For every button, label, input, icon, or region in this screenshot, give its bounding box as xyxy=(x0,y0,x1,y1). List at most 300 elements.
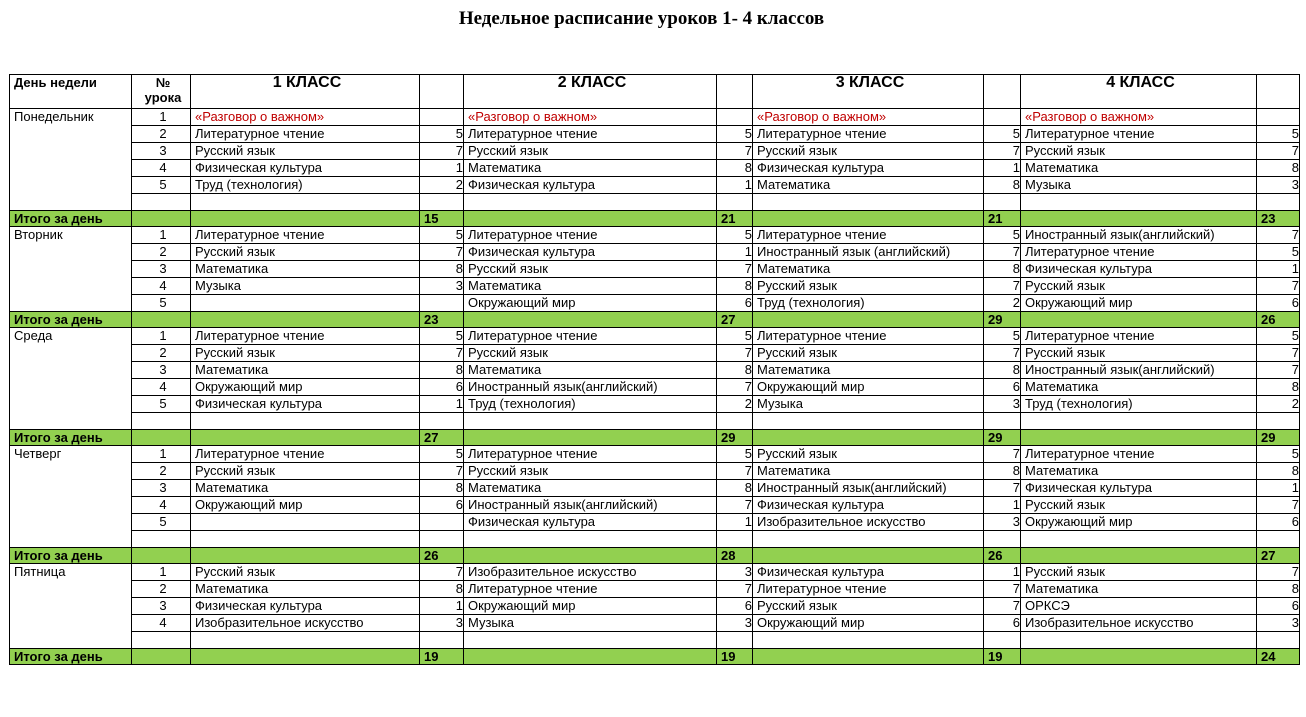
daily-total-row xyxy=(10,548,1300,564)
daily-total-value: 19 xyxy=(420,649,464,665)
hours-cell: 1 xyxy=(717,244,753,261)
subject-cell: Литературное чтение xyxy=(753,328,984,345)
subject-cell: Литературное чтение xyxy=(753,227,984,244)
subject-cell xyxy=(191,295,420,312)
lesson-row xyxy=(10,531,1300,548)
subject-cell xyxy=(753,413,984,430)
daily-total-spacer xyxy=(753,312,984,328)
hours-cell: 1 xyxy=(420,160,464,177)
daily-total-spacer xyxy=(753,430,984,446)
hours-cell: 7 xyxy=(717,143,753,160)
subject-cell: Иностранный язык(английский) xyxy=(1021,362,1257,379)
daily-total-spacer xyxy=(191,649,420,665)
hours-cell: 8 xyxy=(984,463,1021,480)
hours-cell: 1 xyxy=(717,177,753,194)
subject-cell: «Разговор о важном» xyxy=(464,109,717,126)
daily-total-spacer xyxy=(132,312,191,328)
class-3-hours-header xyxy=(984,75,1021,109)
lesson-number: 5 xyxy=(132,177,191,194)
daily-total-row xyxy=(10,649,1300,665)
hours-cell xyxy=(420,514,464,531)
daily-total-spacer xyxy=(191,211,420,227)
subject-cell: Изобразительное искусство xyxy=(753,514,984,531)
hours-cell: 8 xyxy=(717,278,753,295)
lesson-number: 1 xyxy=(132,564,191,581)
lesson-number xyxy=(132,531,191,548)
subject-cell: Математика xyxy=(191,362,420,379)
daily-total-spacer xyxy=(191,312,420,328)
hours-cell: 3 xyxy=(1257,615,1300,632)
hours-cell xyxy=(420,531,464,548)
hours-cell: 8 xyxy=(420,480,464,497)
subject-cell: Математика xyxy=(1021,463,1257,480)
lesson-row xyxy=(10,227,1300,244)
subject-cell: Окружающий мир xyxy=(753,379,984,396)
subject-cell: Русский язык xyxy=(753,446,984,463)
subject-cell: Музыка xyxy=(191,278,420,295)
lesson-row xyxy=(10,244,1300,261)
subject-cell: Физическая культура xyxy=(1021,480,1257,497)
hours-cell xyxy=(717,109,753,126)
subject-cell: Литературное чтение xyxy=(464,581,717,598)
hours-cell xyxy=(717,194,753,211)
daily-total-value: 26 xyxy=(984,548,1021,564)
hours-cell: 7 xyxy=(717,463,753,480)
hours-cell: 5 xyxy=(717,446,753,463)
hours-cell: 3 xyxy=(420,615,464,632)
subject-cell: Физическая культура xyxy=(191,598,420,615)
class-1-header: 1 КЛАСС xyxy=(191,75,420,109)
subject-cell: Русский язык xyxy=(753,598,984,615)
subject-cell: Музыка xyxy=(464,615,717,632)
subject-cell: «Разговор о важном» xyxy=(191,109,420,126)
lesson-row xyxy=(10,598,1300,615)
daily-total-spacer xyxy=(753,649,984,665)
lesson-row xyxy=(10,177,1300,194)
subject-cell: Литературное чтение xyxy=(191,126,420,143)
day-name: Пятница xyxy=(10,564,132,649)
lesson-row xyxy=(10,295,1300,312)
subject-cell: Окружающий мир xyxy=(753,615,984,632)
lesson-row xyxy=(10,362,1300,379)
subject-cell: Изобразительное искусство xyxy=(464,564,717,581)
subject-cell xyxy=(191,531,420,548)
hours-cell: 7 xyxy=(1257,564,1300,581)
lesson-row xyxy=(10,109,1300,126)
hours-cell: 8 xyxy=(717,160,753,177)
subject-cell: Математика xyxy=(753,463,984,480)
hours-cell: 7 xyxy=(420,345,464,362)
lesson-number: 4 xyxy=(132,278,191,295)
subject-cell: Иностранный язык(английский) xyxy=(753,480,984,497)
daily-total-value: 29 xyxy=(984,312,1021,328)
subject-cell: «Разговор о важном» xyxy=(1021,109,1257,126)
subject-cell: Русский язык xyxy=(753,143,984,160)
lesson-row xyxy=(10,345,1300,362)
subject-cell: Математика xyxy=(464,278,717,295)
lesson-row xyxy=(10,143,1300,160)
hours-cell xyxy=(420,295,464,312)
subject-cell: Русский язык xyxy=(753,278,984,295)
lesson-row xyxy=(10,413,1300,430)
subject-cell: «Разговор о важном» xyxy=(753,109,984,126)
lesson-number: 1 xyxy=(132,227,191,244)
lesson-row xyxy=(10,615,1300,632)
day-name: Четверг xyxy=(10,446,132,548)
hours-cell: 7 xyxy=(984,598,1021,615)
daily-total-value: 21 xyxy=(984,211,1021,227)
subject-cell: Окружающий мир xyxy=(191,379,420,396)
subject-cell: Математика xyxy=(191,581,420,598)
subject-cell: Русский язык xyxy=(464,261,717,278)
lesson-number: 2 xyxy=(132,345,191,362)
lesson-number: 4 xyxy=(132,160,191,177)
lesson-number xyxy=(132,632,191,649)
hours-cell: 8 xyxy=(717,480,753,497)
class-1-hours-header xyxy=(420,75,464,109)
hours-cell xyxy=(420,632,464,649)
subject-cell: Физическая культура xyxy=(191,160,420,177)
hours-cell: 5 xyxy=(1257,446,1300,463)
daily-total-value: 24 xyxy=(1257,649,1300,665)
hours-cell: 7 xyxy=(717,497,753,514)
hours-cell: 7 xyxy=(984,345,1021,362)
hours-cell: 1 xyxy=(984,564,1021,581)
hours-cell xyxy=(1257,194,1300,211)
hours-cell: 5 xyxy=(717,328,753,345)
daily-total-spacer xyxy=(464,548,717,564)
hours-cell: 5 xyxy=(717,227,753,244)
hours-cell: 6 xyxy=(717,598,753,615)
hours-cell xyxy=(717,413,753,430)
lesson-number: 3 xyxy=(132,598,191,615)
hours-cell: 5 xyxy=(420,328,464,345)
subject-cell: Литературное чтение xyxy=(1021,244,1257,261)
subject-cell xyxy=(1021,413,1257,430)
hours-cell xyxy=(984,109,1021,126)
subject-cell: Литературное чтение xyxy=(753,126,984,143)
daily-total-value: 28 xyxy=(717,548,753,564)
lesson-row xyxy=(10,160,1300,177)
subject-cell: Математика xyxy=(1021,379,1257,396)
lesson-row xyxy=(10,497,1300,514)
daily-total-value: 27 xyxy=(420,430,464,446)
subject-cell: Русский язык xyxy=(464,463,717,480)
hours-cell: 6 xyxy=(1257,295,1300,312)
hours-cell: 8 xyxy=(420,261,464,278)
daily-total-value: 23 xyxy=(1257,211,1300,227)
subject-cell: Труд (технология) xyxy=(464,396,717,413)
daily-total-value: 19 xyxy=(717,649,753,665)
daily-total-spacer xyxy=(132,430,191,446)
hours-cell xyxy=(1257,109,1300,126)
lesson-row xyxy=(10,514,1300,531)
lesson-row xyxy=(10,261,1300,278)
hours-cell: 1 xyxy=(984,160,1021,177)
subject-cell: Иностранный язык(английский) xyxy=(1021,227,1257,244)
daily-total-value: 15 xyxy=(420,211,464,227)
hours-cell: 5 xyxy=(717,126,753,143)
lesson-row xyxy=(10,480,1300,497)
daily-total-spacer xyxy=(464,211,717,227)
hours-cell: 8 xyxy=(717,362,753,379)
subject-cell: Изобразительное искусство xyxy=(191,615,420,632)
hours-cell: 6 xyxy=(420,379,464,396)
subject-cell: Физическая культура xyxy=(753,160,984,177)
daily-total-spacer xyxy=(191,430,420,446)
hours-cell xyxy=(984,531,1021,548)
subject-cell: Литературное чтение xyxy=(464,328,717,345)
hours-cell: 1 xyxy=(420,396,464,413)
daily-total-spacer xyxy=(1021,430,1257,446)
subject-cell: Иностранный язык (английский) xyxy=(753,244,984,261)
class-2-hours-header xyxy=(717,75,753,109)
hours-cell: 7 xyxy=(717,581,753,598)
hours-cell: 8 xyxy=(984,362,1021,379)
hours-cell: 8 xyxy=(984,177,1021,194)
hours-cell: 8 xyxy=(420,581,464,598)
lesson-number-header: № урока xyxy=(132,75,191,109)
subject-cell xyxy=(1021,194,1257,211)
subject-cell xyxy=(191,514,420,531)
lesson-number: 1 xyxy=(132,446,191,463)
subject-cell: Физическая культура xyxy=(1021,261,1257,278)
subject-cell: Музыка xyxy=(1021,177,1257,194)
hours-cell: 7 xyxy=(984,480,1021,497)
day-name: Среда xyxy=(10,328,132,430)
hours-cell: 5 xyxy=(984,227,1021,244)
subject-cell xyxy=(753,632,984,649)
hours-cell: 7 xyxy=(984,244,1021,261)
subject-cell: Окружающий мир xyxy=(1021,295,1257,312)
hours-cell xyxy=(717,531,753,548)
hours-cell: 5 xyxy=(420,446,464,463)
lesson-number xyxy=(132,194,191,211)
subject-cell: Физическая культура xyxy=(464,177,717,194)
hours-cell: 7 xyxy=(1257,497,1300,514)
daily-total-value: 29 xyxy=(1257,430,1300,446)
hours-cell: 7 xyxy=(420,564,464,581)
hours-cell: 7 xyxy=(420,463,464,480)
lesson-row xyxy=(10,328,1300,345)
lesson-row xyxy=(10,194,1300,211)
subject-cell xyxy=(1021,632,1257,649)
daily-total-row xyxy=(10,430,1300,446)
lesson-row xyxy=(10,126,1300,143)
subject-cell: Литературное чтение xyxy=(1021,446,1257,463)
hours-cell: 6 xyxy=(1257,598,1300,615)
hours-cell: 2 xyxy=(717,396,753,413)
lesson-row xyxy=(10,379,1300,396)
subject-cell: Русский язык xyxy=(753,345,984,362)
hours-cell xyxy=(420,109,464,126)
hours-cell: 1 xyxy=(717,514,753,531)
subject-cell: Иностранный язык(английский) xyxy=(464,379,717,396)
schedule-table xyxy=(9,74,1300,665)
daily-total-value: 26 xyxy=(420,548,464,564)
hours-cell: 7 xyxy=(984,278,1021,295)
hours-cell: 7 xyxy=(420,143,464,160)
daily-total-spacer xyxy=(1021,312,1257,328)
subject-cell: ОРКСЭ xyxy=(1021,598,1257,615)
subject-cell: Изобразительное искусство xyxy=(1021,615,1257,632)
subject-cell: Литературное чтение xyxy=(464,227,717,244)
subject-cell: Литературное чтение xyxy=(1021,126,1257,143)
daily-total-spacer xyxy=(464,430,717,446)
daily-total-spacer xyxy=(132,548,191,564)
daily-total-spacer xyxy=(132,649,191,665)
hours-cell: 3 xyxy=(420,278,464,295)
daily-total-row xyxy=(10,211,1300,227)
subject-cell: Физическая культура xyxy=(753,564,984,581)
hours-cell: 3 xyxy=(984,396,1021,413)
lesson-number: 5 xyxy=(132,514,191,531)
daily-total-label: Итого за день xyxy=(10,430,132,446)
daily-total-spacer xyxy=(464,312,717,328)
hours-cell: 1 xyxy=(1257,261,1300,278)
subject-cell xyxy=(464,194,717,211)
hours-cell: 5 xyxy=(420,126,464,143)
lesson-number: 1 xyxy=(132,109,191,126)
hours-cell: 7 xyxy=(717,345,753,362)
class-2-header: 2 КЛАСС xyxy=(464,75,717,109)
hours-cell: 5 xyxy=(1257,244,1300,261)
subject-cell xyxy=(191,632,420,649)
hours-cell xyxy=(984,413,1021,430)
hours-cell: 6 xyxy=(984,379,1021,396)
daily-total-spacer xyxy=(1021,211,1257,227)
hours-cell: 3 xyxy=(984,514,1021,531)
hours-cell: 7 xyxy=(984,446,1021,463)
lesson-number: 3 xyxy=(132,143,191,160)
hours-cell xyxy=(717,632,753,649)
subject-cell: Физическая культура xyxy=(464,514,717,531)
hours-cell xyxy=(984,632,1021,649)
subject-cell xyxy=(191,413,420,430)
subject-cell: Литературное чтение xyxy=(191,328,420,345)
subject-cell: Русский язык xyxy=(1021,564,1257,581)
lesson-row xyxy=(10,446,1300,463)
daily-total-value: 26 xyxy=(1257,312,1300,328)
hours-cell: 5 xyxy=(1257,126,1300,143)
daily-total-value: 27 xyxy=(717,312,753,328)
lesson-number: 3 xyxy=(132,362,191,379)
day-name: Понедельник xyxy=(10,109,132,211)
daily-total-label: Итого за день xyxy=(10,312,132,328)
daily-total-label: Итого за день xyxy=(10,548,132,564)
hours-cell: 8 xyxy=(1257,379,1300,396)
lesson-row xyxy=(10,632,1300,649)
hours-cell: 3 xyxy=(1257,177,1300,194)
hours-cell xyxy=(1257,413,1300,430)
daily-total-value: 23 xyxy=(420,312,464,328)
hours-cell: 7 xyxy=(1257,227,1300,244)
hours-cell xyxy=(420,413,464,430)
subject-cell: Математика xyxy=(753,261,984,278)
hours-cell: 8 xyxy=(1257,463,1300,480)
hours-cell: 6 xyxy=(420,497,464,514)
lesson-row xyxy=(10,463,1300,480)
class-4-header: 4 КЛАСС xyxy=(1021,75,1257,109)
subject-cell: Русский язык xyxy=(1021,345,1257,362)
daily-total-value: 29 xyxy=(717,430,753,446)
subject-cell: Математика xyxy=(191,480,420,497)
subject-cell: Труд (технология) xyxy=(753,295,984,312)
daily-total-spacer xyxy=(1021,548,1257,564)
hours-cell: 1 xyxy=(420,598,464,615)
subject-cell: Физическая культура xyxy=(464,244,717,261)
subject-cell xyxy=(464,413,717,430)
subject-cell: Окружающий мир xyxy=(1021,514,1257,531)
schedule-body xyxy=(10,109,1300,665)
hours-cell xyxy=(1257,632,1300,649)
subject-cell xyxy=(753,531,984,548)
hours-cell xyxy=(984,194,1021,211)
lesson-number: 1 xyxy=(132,328,191,345)
subject-cell xyxy=(1021,531,1257,548)
subject-cell: Русский язык xyxy=(1021,497,1257,514)
hours-cell: 7 xyxy=(717,379,753,396)
day-name: Вторник xyxy=(10,227,132,312)
subject-cell: Музыка xyxy=(753,396,984,413)
day-header: День недели xyxy=(10,75,132,109)
hours-cell: 2 xyxy=(1257,396,1300,413)
hours-cell: 6 xyxy=(1257,514,1300,531)
subject-cell: Окружающий мир xyxy=(464,598,717,615)
hours-cell: 2 xyxy=(984,295,1021,312)
subject-cell: Русский язык xyxy=(191,564,420,581)
subject-cell: Русский язык xyxy=(464,143,717,160)
daily-total-spacer xyxy=(753,548,984,564)
daily-total-spacer xyxy=(132,211,191,227)
lesson-number: 4 xyxy=(132,497,191,514)
lesson-number: 5 xyxy=(132,396,191,413)
hours-cell: 6 xyxy=(984,615,1021,632)
subject-cell: Русский язык xyxy=(464,345,717,362)
hours-cell: 7 xyxy=(1257,278,1300,295)
lesson-number: 2 xyxy=(132,581,191,598)
hours-cell: 7 xyxy=(1257,345,1300,362)
subject-cell: Математика xyxy=(1021,581,1257,598)
hours-cell: 5 xyxy=(984,328,1021,345)
daily-total-value: 19 xyxy=(984,649,1021,665)
subject-cell: Литературное чтение xyxy=(1021,328,1257,345)
lesson-number xyxy=(132,413,191,430)
subject-cell: Математика xyxy=(464,160,717,177)
hours-cell: 7 xyxy=(420,244,464,261)
hours-cell: 6 xyxy=(717,295,753,312)
lesson-number: 5 xyxy=(132,295,191,312)
subject-cell: Русский язык xyxy=(191,143,420,160)
subject-cell: Математика xyxy=(753,362,984,379)
hours-cell: 7 xyxy=(1257,362,1300,379)
hours-cell: 1 xyxy=(1257,480,1300,497)
hours-cell: 8 xyxy=(984,261,1021,278)
subject-cell: Русский язык xyxy=(191,463,420,480)
header-row xyxy=(10,75,1300,109)
lesson-row xyxy=(10,278,1300,295)
hours-cell: 3 xyxy=(717,615,753,632)
subject-cell xyxy=(464,632,717,649)
hours-cell xyxy=(420,194,464,211)
lesson-row xyxy=(10,396,1300,413)
lesson-number: 2 xyxy=(132,463,191,480)
class-4-hours-header xyxy=(1257,75,1300,109)
subject-cell: Физическая культура xyxy=(753,497,984,514)
daily-total-row xyxy=(10,312,1300,328)
daily-total-spacer xyxy=(1021,649,1257,665)
lesson-number: 3 xyxy=(132,480,191,497)
